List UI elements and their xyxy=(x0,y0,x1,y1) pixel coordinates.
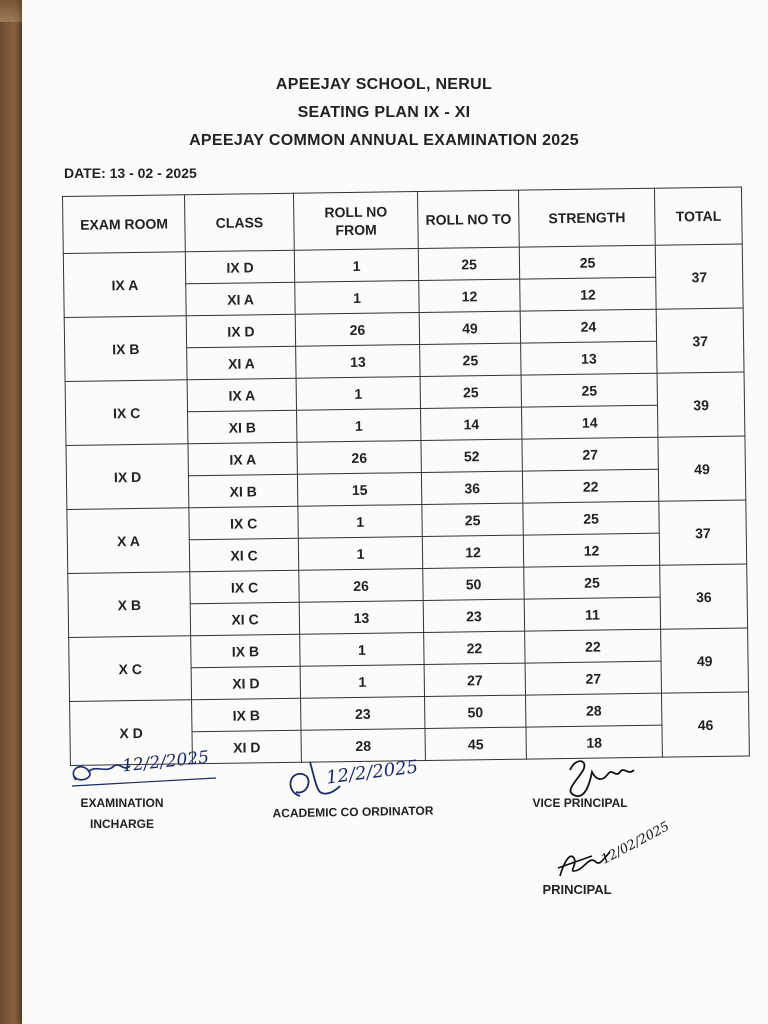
class-cell: XI C xyxy=(190,538,299,572)
roll-from-cell: 1 xyxy=(298,505,423,539)
class-cell: IX C xyxy=(189,506,298,540)
strength-cell: 13 xyxy=(520,341,657,375)
principal-label: PRINCIPAL xyxy=(542,882,612,897)
col-header-roll-from xyxy=(293,192,418,251)
exam-room-cell: IX C xyxy=(65,380,188,446)
total-cell: 49 xyxy=(658,436,746,501)
vice-principal-label: VICE PRINCIPAL xyxy=(532,796,628,810)
roll-to-cell: 25 xyxy=(420,375,521,408)
strength-cell: 25 xyxy=(521,373,658,407)
school-name: APEEJAY SCHOOL, NERUL xyxy=(275,76,493,93)
roll-to-cell: 14 xyxy=(421,407,522,440)
roll-to-cell: 12 xyxy=(423,535,524,568)
strength-cell: 27 xyxy=(525,661,662,695)
roll-from-cell: 23 xyxy=(300,696,425,730)
roll-from-cell: 13 xyxy=(299,600,424,634)
class-cell: IX B xyxy=(191,634,300,668)
roll-to-cell: 25 xyxy=(420,343,521,376)
col-header-class: CLASS xyxy=(185,193,294,252)
roll-from-cell: 1 xyxy=(296,377,421,411)
strength-cell: 22 xyxy=(524,629,661,663)
seating-table xyxy=(62,187,750,766)
col-header-total: TOTAL xyxy=(655,187,742,245)
roll-from-cell: 28 xyxy=(301,728,426,762)
exam-room-cell: IX B xyxy=(64,316,187,382)
total-cell: 37 xyxy=(656,244,744,309)
class-cell: IX B xyxy=(192,698,301,732)
roll-to-cell: 25 xyxy=(422,503,523,536)
exam-room-cell: X C xyxy=(69,636,192,702)
table-header-row xyxy=(63,187,743,253)
exam-title: APEEJAY COMMON ANNUAL EXAMINATION 2025 xyxy=(189,132,579,149)
exam-date: DATE: 13 - 02 - 2025 xyxy=(64,165,197,181)
strength-cell: 12 xyxy=(523,533,660,567)
roll-to-cell: 45 xyxy=(425,727,526,760)
total-cell: 37 xyxy=(659,500,747,565)
roll-to-cell: 36 xyxy=(422,471,523,504)
class-cell: IX A xyxy=(188,442,297,476)
exam-room-cell: X B xyxy=(68,572,191,638)
total-cell: 36 xyxy=(660,564,748,629)
roll-from-cell: 1 xyxy=(294,249,419,283)
class-cell: XI D xyxy=(192,730,301,764)
roll-to-cell: 50 xyxy=(425,695,526,728)
class-cell: XI C xyxy=(191,602,300,636)
strength-cell: 12 xyxy=(520,277,657,311)
roll-to-cell: 49 xyxy=(420,311,521,344)
roll-from-cell: 1 xyxy=(298,536,423,570)
class-cell: XI A xyxy=(187,346,296,380)
roll-from-cell: 1 xyxy=(300,664,425,698)
exam-room-cell: IX D xyxy=(66,444,189,510)
total-cell: 37 xyxy=(656,308,744,373)
roll-from-cell: 13 xyxy=(295,345,420,379)
strength-cell: 14 xyxy=(521,405,658,439)
class-cell: IX D xyxy=(187,314,296,348)
seating-table-wrapper xyxy=(62,186,752,765)
roll-to-cell: 12 xyxy=(419,279,520,312)
roll-from-cell: 1 xyxy=(296,409,421,443)
strength-cell: 25 xyxy=(519,245,656,279)
plan-title: SEATING PLAN IX - XI xyxy=(297,104,471,121)
total-cell: 49 xyxy=(661,628,749,693)
roll-to-cell: 22 xyxy=(424,631,525,664)
roll-from-cell: 26 xyxy=(299,568,424,602)
exam-incharge-label-2: INCHARGE xyxy=(89,817,154,831)
roll-from-cell: 1 xyxy=(299,632,424,666)
roll-from-cell: 1 xyxy=(295,281,420,315)
exam-incharge-date: 12/2/2025 xyxy=(121,747,210,777)
strength-cell: 27 xyxy=(522,437,659,471)
col-header-roll-from-text: ROLL NO FROM xyxy=(324,203,388,239)
col-header-roll-to: ROLL NO TO xyxy=(418,190,519,248)
academic-coordinator-label: ACADEMIC CO ORDINATOR xyxy=(272,803,434,821)
strength-cell: 11 xyxy=(524,597,661,631)
class-cell: XI B xyxy=(189,474,298,508)
exam-room-cell: X A xyxy=(67,508,190,574)
col-header-strength: STRENGTH xyxy=(518,188,655,247)
col-header-exam-room: EXAM ROOM xyxy=(63,195,186,254)
strength-cell: 25 xyxy=(524,565,661,599)
strength-cell: 18 xyxy=(526,725,663,759)
class-cell: IX C xyxy=(190,570,299,604)
strength-cell: 25 xyxy=(523,501,660,535)
exam-room-cell: IX A xyxy=(63,252,186,318)
class-cell: IX A xyxy=(187,378,296,412)
exam-incharge-label-1: EXAMINATION xyxy=(80,796,164,810)
roll-from-cell: 26 xyxy=(297,441,422,475)
roll-from-cell: 15 xyxy=(297,473,422,507)
class-cell: XI A xyxy=(186,282,295,316)
roll-to-cell: 50 xyxy=(423,567,524,600)
class-cell: XI B xyxy=(188,410,297,444)
roll-to-cell: 25 xyxy=(419,247,520,280)
roll-to-cell: 52 xyxy=(421,439,522,472)
class-cell: IX D xyxy=(186,250,295,284)
table-body xyxy=(63,244,749,765)
class-cell: XI D xyxy=(191,666,300,700)
vice-principal-signature xyxy=(556,752,646,800)
total-cell: 46 xyxy=(662,692,750,757)
strength-cell: 24 xyxy=(520,309,657,343)
strength-cell: 22 xyxy=(522,469,659,503)
principal-date: 12/02/2025 xyxy=(598,819,673,868)
strength-cell: 28 xyxy=(525,693,662,727)
academic-coordinator-date: 12/2/2025 xyxy=(325,756,420,789)
total-cell: 39 xyxy=(657,372,745,437)
roll-to-cell: 23 xyxy=(424,599,525,632)
roll-to-cell: 27 xyxy=(424,663,525,696)
exam-room-cell: X D xyxy=(70,700,193,766)
roll-from-cell: 26 xyxy=(295,313,420,347)
